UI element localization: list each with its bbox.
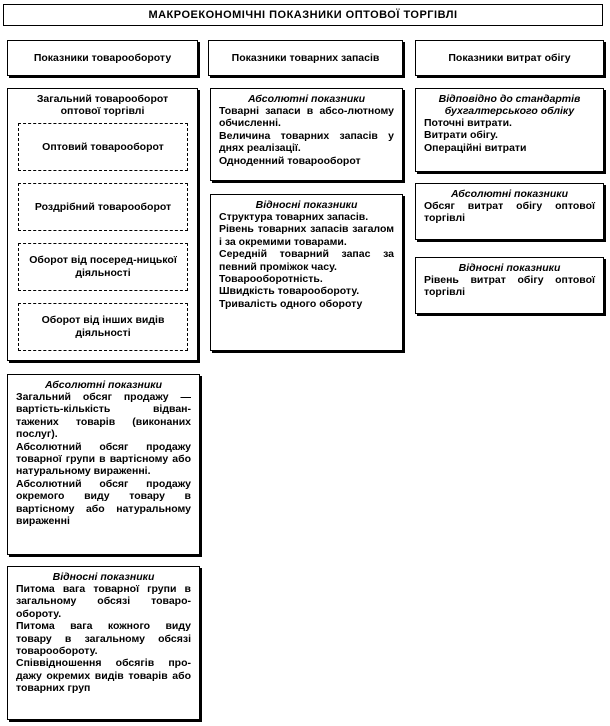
- turnover-item-wholesale: Оптовий товарооборот: [18, 123, 188, 171]
- stocks-relative-line: Товарооборотність.: [219, 273, 323, 286]
- stocks-relative-box: [210, 194, 403, 351]
- costs-absolute-line: Обсяг витрат обігу оптової торгівлі: [424, 200, 595, 225]
- costs-relative-box: [415, 257, 604, 314]
- costs-absolute-box: [415, 183, 604, 240]
- header-turnover: Показники товарообороту: [7, 40, 198, 76]
- sales-absolute-box: [7, 374, 200, 555]
- costs-accounting-line: Поточні витрати.: [424, 117, 512, 129]
- turnover-item-retail: Роздрібний товарооборот: [18, 183, 188, 231]
- stocks-relative-line: Рівень товарних запасів загалом і за окремими товарами.: [219, 223, 394, 248]
- diagram-title: МАКРОЕКОНОМІЧНІ ПОКАЗНИКИ ОПТОВОЇ ТОРГІВЛІ: [3, 4, 603, 26]
- stocks-relative-heading: Відносні показники: [255, 199, 358, 211]
- costs-absolute-heading: Абсолютні показники: [450, 188, 569, 200]
- stocks-absolute-line: Товарні запаси в абсо-лютному обчисленні.: [219, 105, 394, 130]
- turnover-title: Загальний товарооборот оптової торгівлі: [36, 93, 169, 118]
- stocks-absolute-heading: Абсолютні показники: [247, 93, 366, 105]
- stocks-absolute-line: Величина товарних запасів у днях реалізації.: [219, 129, 394, 155]
- turnover-item-intermediary: Оборот від посеред-ницької діяльності: [18, 243, 188, 291]
- sales-relative-heading: Відносні показники: [52, 571, 155, 583]
- turnover-item-other: Оборот від інших видів діяльності: [18, 303, 188, 351]
- sales-absolute-line: Абсолютний обсяг продажу окремого виду товару в вартісному або натуральному вираженні: [16, 477, 191, 528]
- sales-absolute-line: Абсолютний обсяг продажу товарної групи в вартісному або натуральному вираженні.: [16, 440, 191, 478]
- sales-relative-box: [7, 566, 200, 720]
- costs-relative-heading: Відносні показники: [458, 262, 561, 274]
- stocks-absolute-box: [210, 88, 403, 181]
- stocks-relative-line: Структура товарних запасів.: [219, 211, 369, 223]
- costs-accounting-heading: Відповідно до стандартів бухгалтерського обліку: [438, 93, 581, 117]
- sales-relative-line: Питома вага товарної групи в загальному обсязі товаро-обороту.: [16, 583, 191, 620]
- sales-absolute-line: Загальний обсяг продажу — вартість-кількість відван-тажених товарів (виконаних послуг).: [16, 391, 191, 441]
- stocks-relative-line: Середній товарний запас за певний проміжок часу.: [219, 248, 394, 273]
- costs-accounting-line: Операційні витрати: [424, 141, 527, 154]
- sales-absolute-heading: Абсолютні показники: [44, 379, 163, 391]
- costs-accounting-line: Витрати обігу.: [424, 129, 498, 142]
- costs-accounting-box: [415, 88, 604, 172]
- stocks-absolute-line: Одноденний товарооборот: [219, 154, 361, 167]
- stocks-relative-line: Швидкість товарообороту.: [219, 285, 360, 298]
- stocks-relative-line: Тривалість одного обороту: [219, 297, 363, 310]
- header-costs: Показники витрат обігу: [415, 40, 604, 76]
- costs-relative-line: Рівень витрат обігу оптової торгівлі: [424, 274, 595, 299]
- header-stocks: Показники товарних запасів: [208, 40, 403, 76]
- sales-relative-line: Співвідношення обсягів про-дажу окремих видів товарів або товарних груп: [16, 657, 191, 695]
- sales-relative-line: Питома вага кожного виду товару в загальному обсязі товарообороту.: [16, 620, 191, 658]
